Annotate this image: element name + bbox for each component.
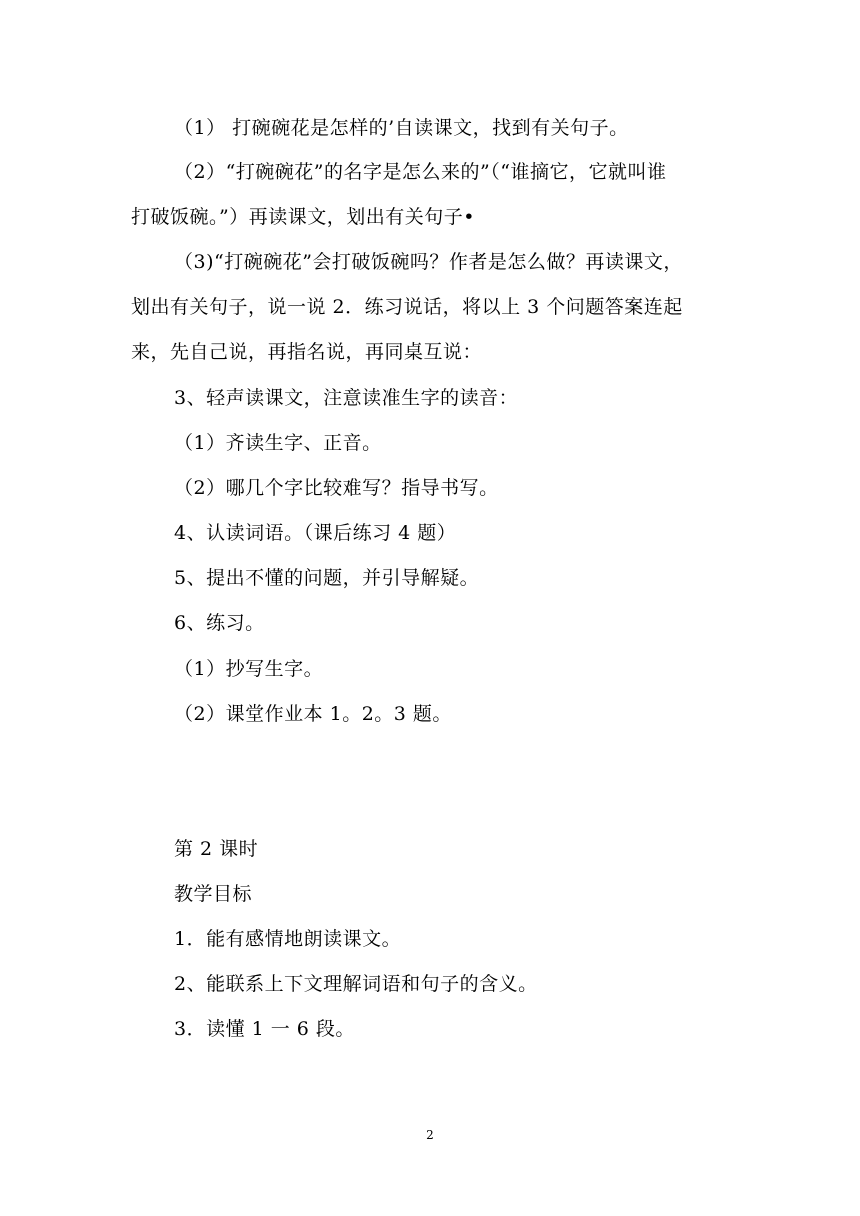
lesson-heading: 第 2 课时: [174, 838, 259, 860]
text-line-7: 3、轻声读课文，注意读准生字的读音：: [174, 387, 519, 409]
text-line-11: 5、提出不懂的问题，并引导解疑。: [174, 567, 480, 589]
text-line-4: （3)“打碗碗花”会打破饭碗吗？作者是怎么做？再读课文，: [174, 251, 683, 273]
text-line-13: （1）抄写生字。: [174, 658, 324, 680]
text-line-17: 1．能有感情地朗读课文。: [174, 928, 402, 950]
text-line-19: 3．读懂 1 一 6 段。: [174, 1018, 355, 1040]
section-heading: 教学目标: [174, 883, 253, 905]
text-line-3: 打破饭碗。”）再读课文，划出有关句子•: [131, 206, 475, 228]
text-line-9: （2）哪几个字比较难写？指导书写。: [174, 477, 499, 499]
text-line-18: 2、能联系上下文理解词语和句子的含义。: [174, 973, 538, 995]
text-line-10: 4、认读词语。（课后练习 4 题）: [174, 522, 457, 544]
text-line-5: 划出有关句子，说一说 2．练习说话，将以上 3 个问题答案连起: [131, 296, 683, 318]
text-line-14: （2）课堂作业本 1。2。3 题。: [174, 703, 452, 725]
page-number: 2: [426, 1128, 434, 1142]
text-line-2: （2）“打碗碗花”的名字是怎么来的”（“谁摘它，它就叫谁: [174, 161, 667, 183]
text-line-6: 来，先自己说，再指名说，再同桌互说：: [131, 341, 483, 363]
text-line-8: （1）齐读生字、正音。: [174, 432, 382, 454]
text-line-12: 6、练习。: [174, 612, 265, 634]
text-line-1: （1） 打碗碗花是怎样的’自读课文，找到有关句子。: [174, 117, 629, 139]
